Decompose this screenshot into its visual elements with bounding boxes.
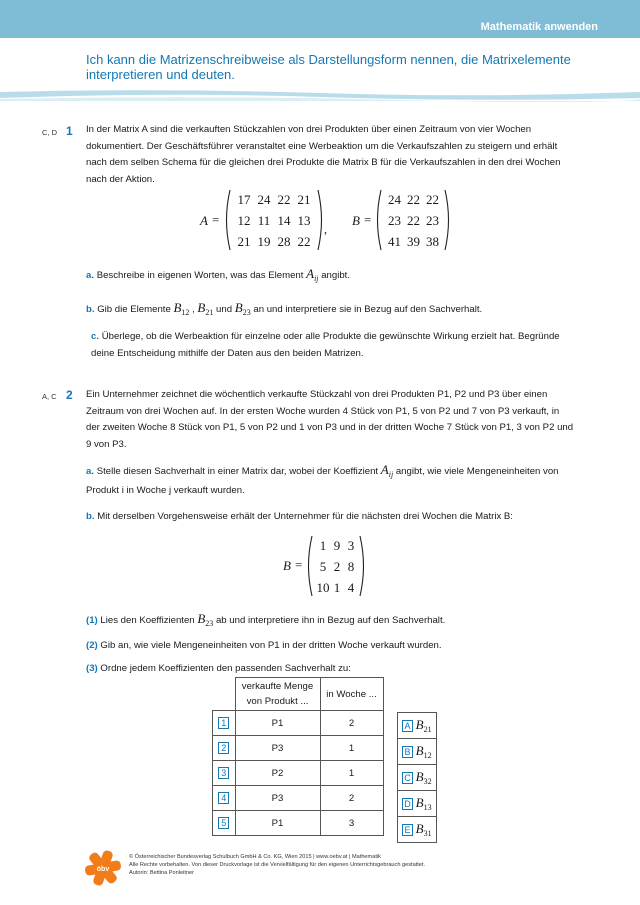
matrix-a-name: A bbox=[200, 213, 208, 228]
matrix-entry: 17 bbox=[237, 192, 251, 207]
matching-table bbox=[212, 677, 384, 836]
matrix-entry: 13 bbox=[297, 213, 311, 228]
matrix-b bbox=[373, 188, 453, 252]
left-paren bbox=[378, 190, 382, 250]
equals-sign: = bbox=[295, 557, 303, 572]
task1-intro: In der Matrix A sind die verkauften Stückzahlen von drei Produkten über einen Zeitraum von vier Wochen dokumentiert. Der Geschäftsführer veranstaltet eine Werbeaktion um die Verkaufszahlen zu steigern und erhält nach dem selben Schema für die gleichen drei Produkte die Matrix B für die Verkaufszahlen in den drei Wochen nach der Aktion. bbox=[86, 124, 561, 185]
matrix-entry: 22 bbox=[297, 234, 311, 249]
matrix-entry: 19 bbox=[257, 234, 271, 249]
matrix-entry: 38 bbox=[426, 234, 439, 249]
matrix-entry: 21 bbox=[297, 192, 311, 207]
matrix-entry: 39 bbox=[407, 234, 420, 249]
matrix-entry: 28 bbox=[277, 234, 291, 249]
left-paren bbox=[227, 190, 231, 250]
matrix-entry: 22 bbox=[407, 213, 420, 228]
matrix-entry: 23 bbox=[426, 213, 439, 228]
matrix-entry: 1 bbox=[319, 538, 327, 553]
subtask-2: (2) Gib an, wie viele Mengeneinheiten von P1 in der dritten Woche verkauft wurden. bbox=[86, 640, 442, 651]
matrix-entry: 11 bbox=[257, 213, 271, 228]
task1-part-b: b. Gib die Elemente $B_{12}$ , $B_{21}$ und $B_{23}$ an und interpretiere sie in Bezug auf den Sachverhalt. bbox=[86, 300, 483, 317]
option-letter[interactable]: D bbox=[402, 798, 413, 810]
task2-number: 2 bbox=[66, 388, 73, 402]
task2-part-b: b. Mit derselben Vorgehensweise erhält der Unternehmer für die nächsten drei Wochen die Matrix B: bbox=[86, 511, 513, 522]
options-table bbox=[397, 712, 437, 843]
option-letter[interactable]: B bbox=[402, 746, 413, 758]
subtask-1: (1) Lies den Koeffizienten $B_{23}$ ab und interpretiere ihn in Bezug auf den Sachverhalt. bbox=[86, 611, 446, 628]
matrix-entry: 4 bbox=[347, 580, 355, 595]
task2-intro: Ein Unternehmer zeichnet die wöchentlich verkaufte Stückzahl von drei Produkten P1, P2 und P3 über einen Zeitraum von drei Wochen auf. In der ersten Woche wurden 4 Stück von P1, 5 von P2 und 7 von P3 verkauft, in der zweiten Woche 8 Stück von P1, 5 von P2 und 1 von P3 und in der dritten Woche 7 Stück von P1, 3 von P2 und 9 von P3. bbox=[86, 389, 574, 450]
option-row: B $B_{12}$ bbox=[398, 739, 437, 765]
matrix-entry: 41 bbox=[388, 234, 401, 249]
equals-sign: = bbox=[364, 212, 372, 227]
task1-part-c: c. Überlege, ob die Werbeaktion für einzelne oder alle Produkte die gewünschte Wirkung erzielt hat. Begründe deine Entscheidung mithilfe der Daten aus den beiden Matrizen. bbox=[91, 331, 560, 359]
table-header-product: verkaufte Menge von Produkt ... bbox=[235, 678, 320, 711]
task1-number: 1 bbox=[66, 124, 73, 138]
table-row: 4 P3 2 bbox=[213, 786, 384, 811]
table-header-week: in Woche ... bbox=[320, 678, 383, 711]
matrix-entry: 2 bbox=[333, 559, 341, 574]
answer-box[interactable]: 3 bbox=[218, 767, 229, 779]
matrix-entry: 10 bbox=[316, 580, 330, 595]
publisher-logo bbox=[84, 848, 122, 888]
table-row: 2 P3 1 bbox=[213, 736, 384, 761]
option-letter[interactable]: E bbox=[402, 824, 413, 836]
equals-sign: = bbox=[212, 212, 220, 227]
option-row: D $B_{13}$ bbox=[398, 791, 437, 817]
matrix-entry: 3 bbox=[347, 538, 355, 553]
matrix-entry: 24 bbox=[388, 192, 401, 207]
table-row: 1 P1 2 bbox=[213, 711, 384, 736]
logo-text: öbv bbox=[96, 866, 110, 873]
comma: , bbox=[324, 222, 327, 236]
matrix-b-name: B bbox=[352, 213, 360, 228]
answer-box[interactable]: 1 bbox=[218, 717, 229, 729]
task2-competency-tag: A, C bbox=[42, 392, 57, 401]
option-letter[interactable]: C bbox=[402, 772, 413, 784]
right-paren bbox=[445, 190, 449, 250]
option-row: C $B_{32}$ bbox=[398, 765, 437, 791]
matrix-entry: 21 bbox=[237, 234, 251, 249]
matrix-b-name: B bbox=[283, 558, 291, 573]
answer-box[interactable]: 4 bbox=[218, 792, 229, 804]
matrix-a bbox=[222, 188, 326, 252]
task1-part-a: a. Beschreibe in eigenen Worten, was das Element $A_{ij}$ angibt. bbox=[86, 266, 350, 283]
table-row: 5 P1 3 bbox=[213, 811, 384, 836]
header-band bbox=[0, 0, 640, 38]
right-paren bbox=[318, 190, 322, 250]
matrix-entry: 22 bbox=[277, 192, 291, 207]
subtask-3: (3) Ordne jedem Koeffizienten den passenden Sachverhalt zu: bbox=[86, 663, 351, 674]
answer-box[interactable]: 5 bbox=[218, 817, 229, 829]
decorative-wave bbox=[0, 88, 640, 102]
task1-competency-tag: C, D bbox=[42, 128, 57, 137]
copyright-footer: © Österreichischer Bundesverlag Schulbuch GmbH & Co. KG, Wien 2015 | www.oebv.at | Mathematik Alle Rechte vorbehalten. Von dieser Druckvorlage ist die Vervielfältigung für den eigenen Unterrichtsgebrauch gestattet. Autorin: Bettina Ponleitner bbox=[129, 854, 426, 876]
matrix-entry: 24 bbox=[257, 192, 271, 207]
table-row: 3 P2 1 bbox=[213, 761, 384, 786]
matrix-entry: 14 bbox=[277, 213, 291, 228]
matrix-entry: 23 bbox=[388, 213, 401, 228]
answer-box[interactable]: 2 bbox=[218, 742, 229, 754]
matrix-entry: 22 bbox=[407, 192, 420, 207]
option-row: A $B_{21}$ bbox=[398, 713, 437, 739]
left-paren bbox=[309, 536, 313, 596]
matrix-entry: 12 bbox=[237, 213, 251, 228]
right-paren bbox=[360, 536, 364, 596]
option-row: E $B_{31}$ bbox=[398, 817, 437, 843]
task2-part-a: a. Stelle diesen Sachverhalt in einer Matrix dar, wobei der Koeffizient $A_{ij}$ angibt, wie viele Mengeneinheiten von Produkt i in Woche j verkauft wurden. bbox=[86, 462, 559, 497]
learning-objective: Ich kann die Matrizenschreibweise als Darstellungsform nennen, die Matrixelemente interpretieren und deuten. bbox=[86, 52, 571, 82]
option-letter[interactable]: A bbox=[402, 720, 413, 732]
matrix-entry: 22 bbox=[426, 192, 439, 207]
section-title: Mathematik anwenden bbox=[480, 21, 598, 33]
matrix-b-2 bbox=[304, 534, 368, 598]
matrix-entry: 8 bbox=[347, 559, 355, 574]
matrix-entry: 5 bbox=[319, 559, 327, 574]
matrix-entry: 1 bbox=[333, 580, 341, 595]
matrix-entry: 9 bbox=[333, 538, 341, 553]
